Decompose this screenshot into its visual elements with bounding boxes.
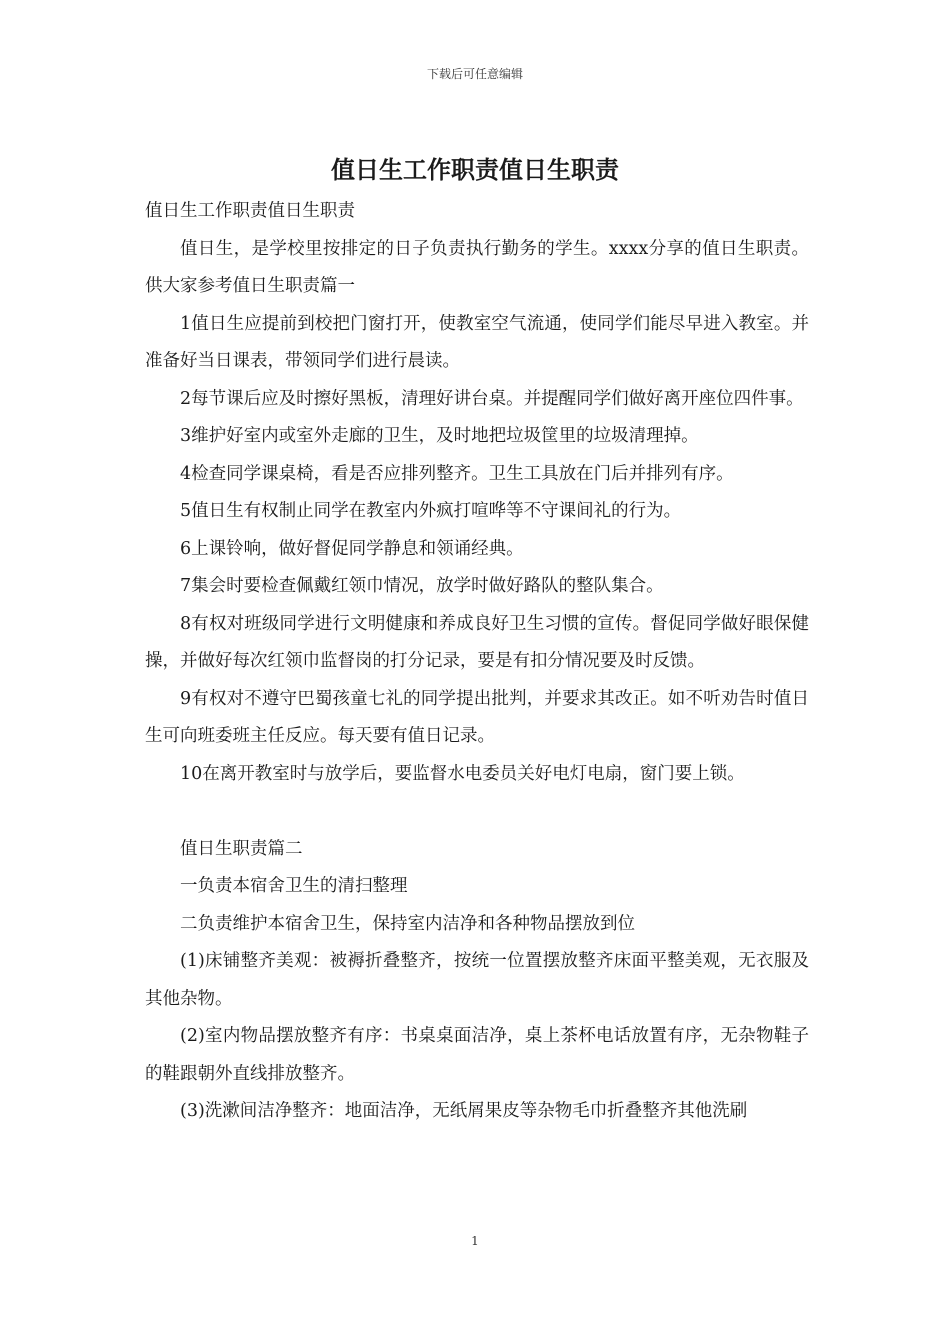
paragraph-item-9: 9有权对不遵守巴蜀孩童七礼的同学提出批判，并要求其改正。如不听劝告时值日生可向班委班主任反应。每天要有值日记录。 [145, 688, 809, 746]
paragraph-item-10: 10在离开教室时与放学后，要监督水电委员关好电灯电扇，窗门要上锁。 [180, 763, 745, 784]
page-header-note: 下载后可任意编辑 [426, 67, 523, 81]
document-body [145, 193, 809, 1131]
document-title: 值日生工作职责值日生职责 [331, 155, 619, 184]
paragraph-subitem-2: (2)室内物品摆放整齐有序：书桌桌面洁净，桌上茶杯电话放置有序，无杂物鞋子的鞋跟朝外直线排放整齐。 [145, 1026, 809, 1084]
paragraph-subitem-3: (3)洗漱间洁净整齐：地面洁净，无纸屑果皮等杂物毛巾折叠整齐其他洗刷 [180, 1101, 748, 1121]
page-number: 1 [471, 1234, 479, 1248]
paragraph-item-7: 7集会时要检查佩戴红领巾情况，放学时做好路队的整队集合。 [180, 576, 664, 596]
paragraph-item-6: 6上课铃响，做好督促同学静息和领诵经典。 [180, 538, 524, 559]
paragraph-duty-one: 一负责本宿舍卫生的清扫整理 [180, 876, 408, 896]
paragraph-item-5: 5值日生有权制止同学在教室内外疯打喧哗等不守课间礼的行为。 [180, 501, 682, 521]
paragraph-item-3: 3维护好室内或室外走廊的卫生，及时地把垃圾筐里的垃圾清理掉。 [180, 426, 699, 446]
paragraph-duty-two: 二负责维护本宿舍卫生，保持室内洁净和各种物品摆放到位 [180, 913, 635, 934]
section-heading-part-two: 值日生职责篇二 [180, 838, 303, 859]
paragraph-item-8: 8有权对班级同学进行文明健康和养成良好卫生习惯的宣传。督促同学做好眼保健操，并做好每次红领巾监督岗的打分记录，要是有扣分情况要及时反馈。 [145, 613, 809, 671]
paragraph-item-4: 4检查同学课桌椅，看是否应排列整齐。卫生工具放在门后并排列有序。 [180, 463, 734, 484]
paragraph-subtitle: 值日生工作职责值日生职责 [145, 201, 355, 221]
paragraph-subitem-1: (1)床铺整齐美观：被褥折叠整齐，按统一位置摆放整齐床面平整美观，无衣服及其他杂物。 [145, 951, 809, 1009]
paragraph-intro: 值日生，是学校里按排定的日子负责执行勤务的学生。xxxx分享的值日生职责。供大家参考值日生职责篇一 [145, 238, 809, 296]
paragraph-item-2: 2每节课后应及时擦好黑板，清理好讲台桌。并提醒同学们做好离开座位四件事。 [180, 388, 804, 409]
paragraph-item-1: 1值日生应提前到校把门窗打开，使教室空气流通，使同学们能尽早进入教室。并准备好当日课表，带领同学们进行晨读。 [145, 313, 809, 371]
